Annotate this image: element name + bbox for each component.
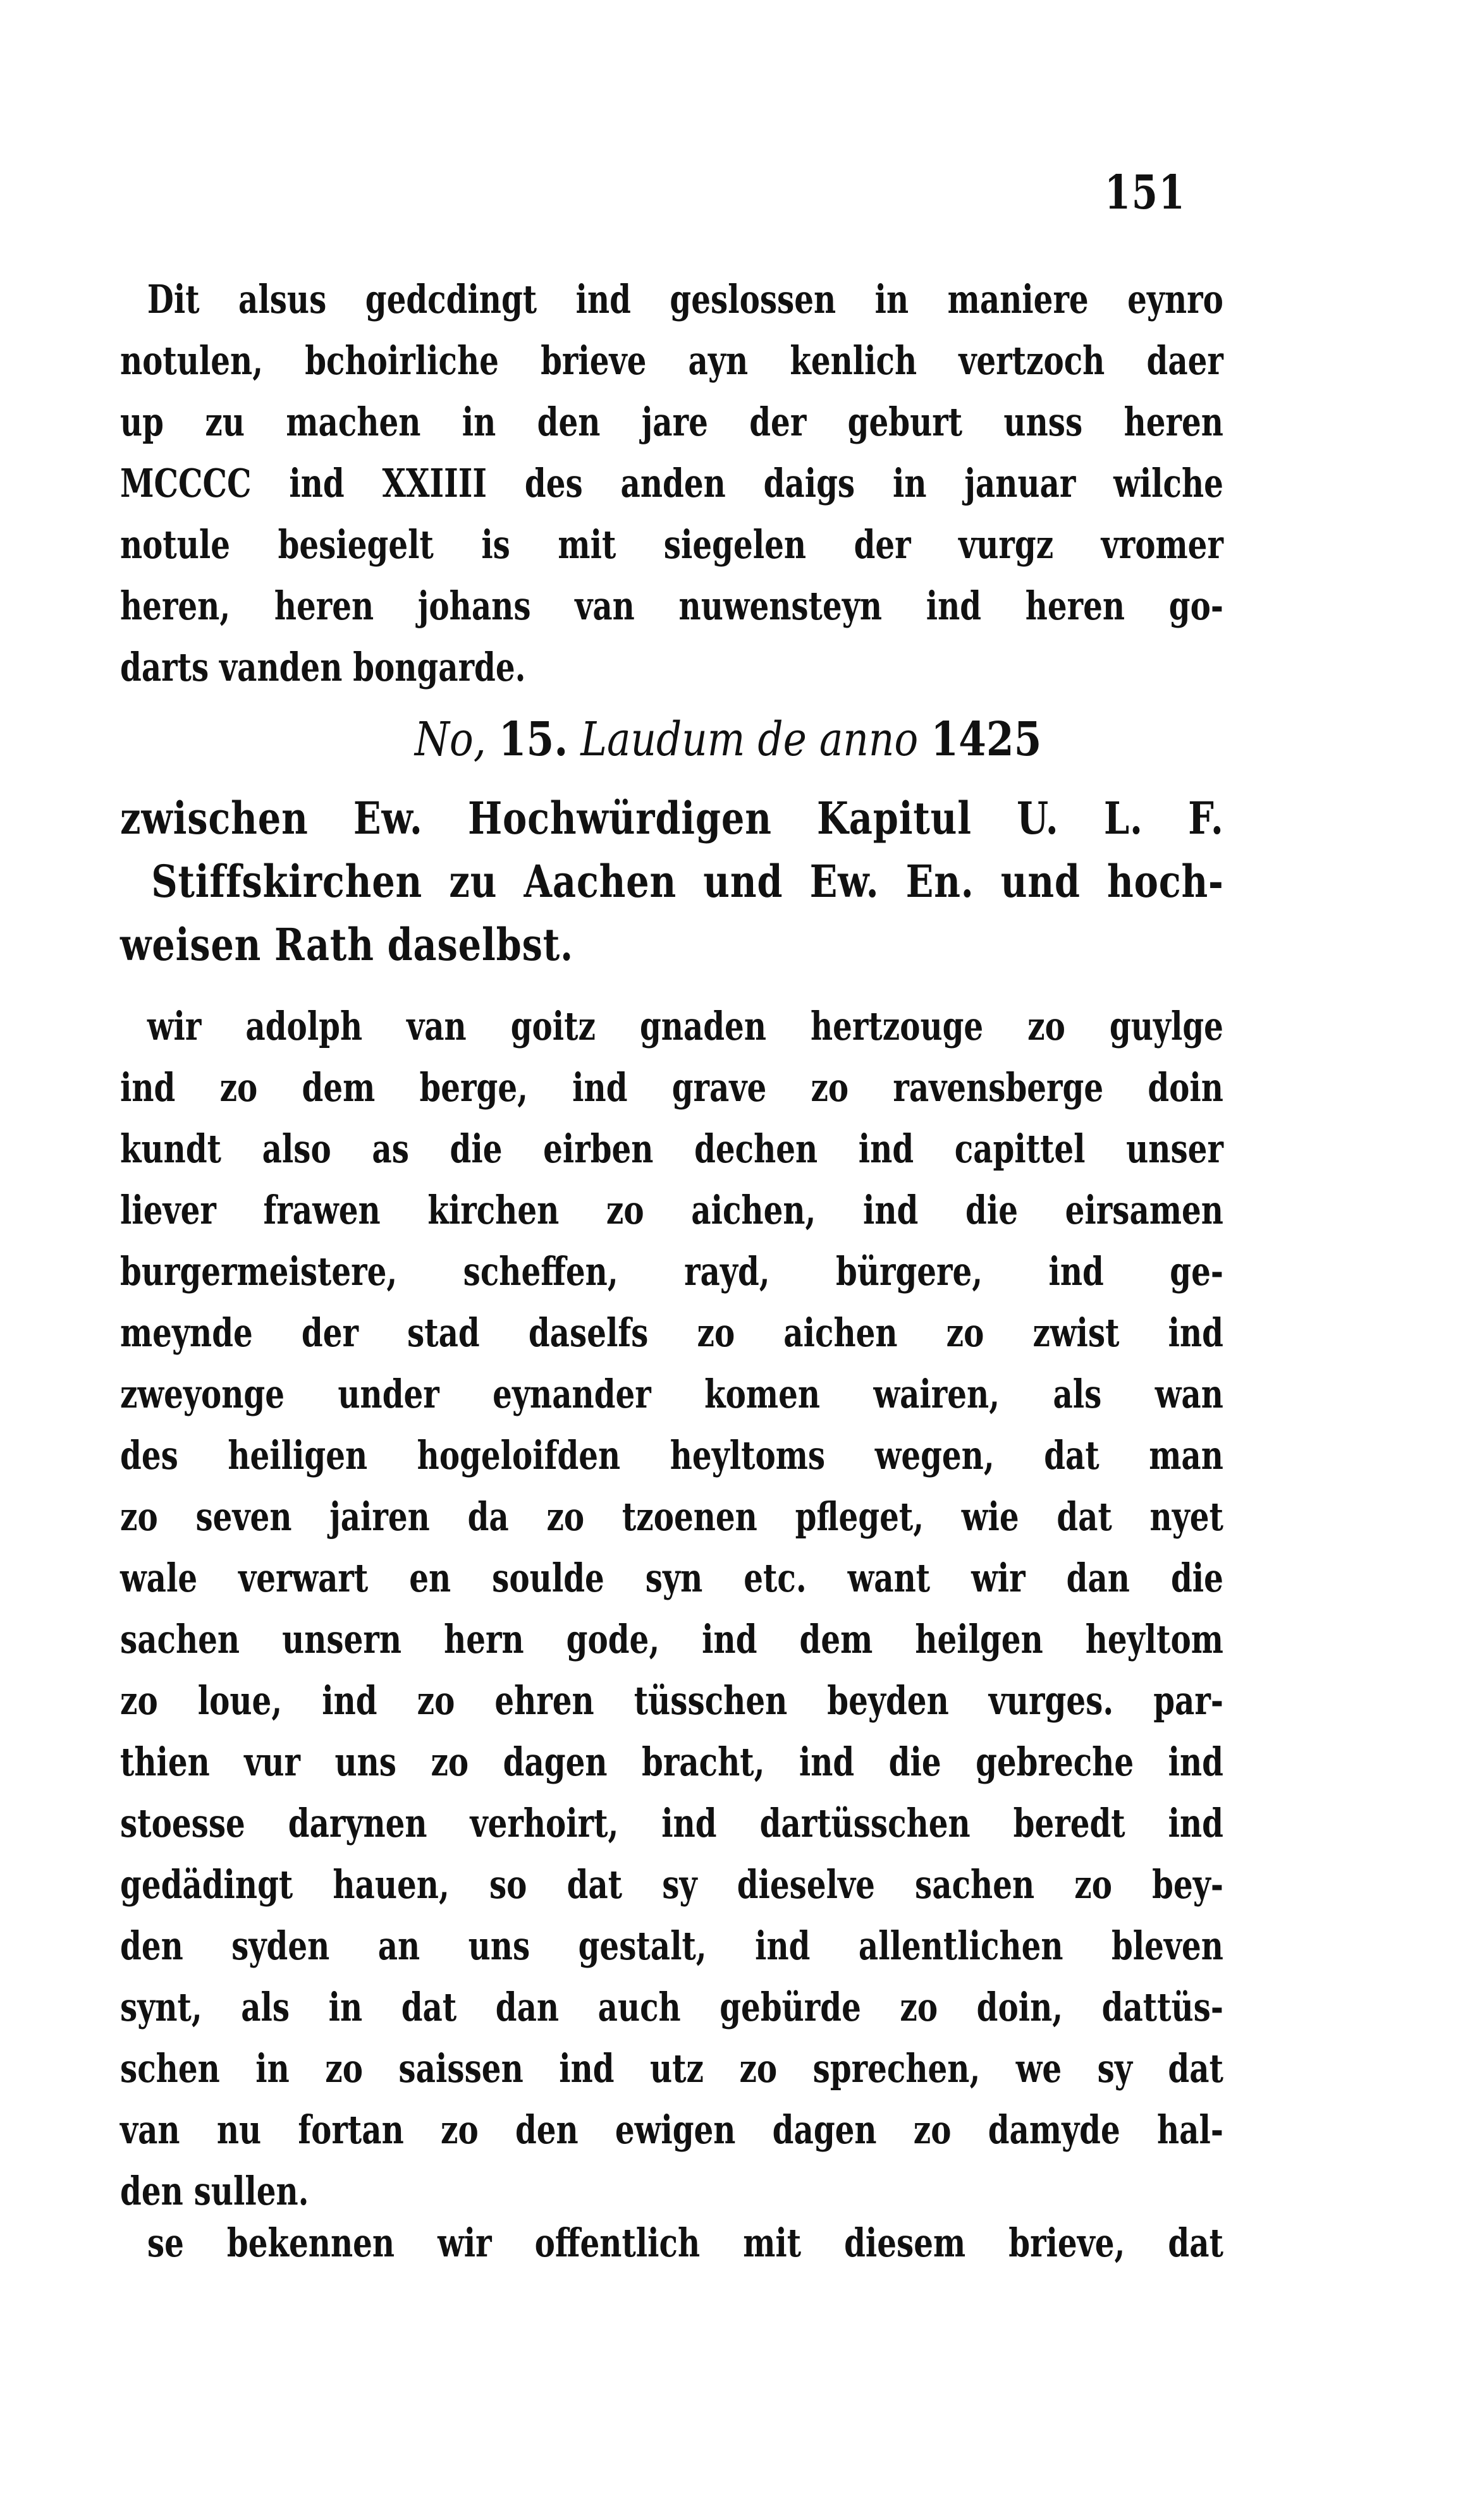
text-line: synt, als in dat dan auch gebürde zo doin, dattüs- xyxy=(120,1984,1223,2030)
text-line: gedädingt hauen, so dat sy dieselve sachen zo bey- xyxy=(120,1861,1223,1908)
text-line: schen in zo saissen ind utz zo sprechen, we sy dat xyxy=(120,2045,1223,2091)
section-heading xyxy=(104,708,1353,771)
subtitle-line: Stiffskirchen zu Aachen und Ew. En. und hoch- xyxy=(151,855,1224,908)
text-line: ind zo dem berge, ind grave zo ravensberge doin xyxy=(120,1064,1223,1111)
text-line: up zu machen in den jare der geburt unss heren xyxy=(120,399,1223,445)
text-line: Dit alsus gedcdingt ind geslossen in maniere eynro xyxy=(147,276,1223,322)
text-line: wale verwart en soulde syn etc. want wir dan die xyxy=(120,1555,1223,1601)
text-line: se bekennen wir offentlich mit diesem brieve, dat xyxy=(147,2220,1223,2266)
text-line: darts vanden bongarde. xyxy=(120,644,526,690)
heading-title: Laudum de anno xyxy=(580,712,919,767)
text-line: MCCCC ind XXIIII des anden daigs in januar wilche xyxy=(120,460,1223,506)
text-line: zweyonge under eynander komen wairen, als wan xyxy=(120,1371,1223,1417)
subtitle-line: weisen Rath daselbst. xyxy=(120,918,573,971)
text-line: zo seven jairen da zo tzoenen pfleget, wie dat nyet xyxy=(120,1494,1223,1540)
text-line: thien vur uns zo dagen bracht, ind die gebreche ind xyxy=(120,1739,1223,1785)
text-line: zo loue, ind zo ehren tüsschen beyden vurges. par- xyxy=(120,1677,1223,1724)
heading-prefix: No, xyxy=(414,712,486,767)
text-line: stoesse darynen verhoirt, ind dartüsschen beredt ind xyxy=(120,1800,1223,1846)
paragraph-1 xyxy=(120,269,1223,698)
text-line: notule besiegelt is mit siegelen der vurgz vromer xyxy=(120,521,1223,568)
paragraph-3 xyxy=(120,2212,1223,2273)
text-line: notulen, bchoirliche brieve ayn kenlich vertzoch daer xyxy=(120,338,1223,384)
text-line: des heiligen hogeloifden heyltoms wegen, dat man xyxy=(120,1432,1223,1478)
text-line: wir adolph van goitz gnaden hertzouge zo guylge xyxy=(147,1003,1223,1049)
page-number: 151 xyxy=(1105,166,1186,220)
heading-year: 1425 xyxy=(931,712,1042,767)
text-line: heren, heren johans van nuwensteyn ind heren go- xyxy=(120,583,1223,629)
text-line: meynde der stad daselfs zo aichen zo zwist ind xyxy=(120,1310,1223,1356)
heading-number: 15. xyxy=(498,712,568,767)
text-line: kundt also as die eirben dechen ind capittel unser xyxy=(120,1126,1223,1172)
text-line: liever frawen kirchen zo aichen, ind die eirsamen xyxy=(120,1187,1223,1233)
text-line: sachen unsern hern gode, ind dem heilgen heyltom xyxy=(120,1616,1223,1662)
text-line: den sullen. xyxy=(120,2168,309,2214)
paragraph-2 xyxy=(120,995,1223,2222)
subtitle-line: zwischen Ew. Hochwürdigen Kapitul U. L. F. xyxy=(120,792,1224,844)
text-line: van nu fortan zo den ewigen dagen zo damyde hal- xyxy=(120,2107,1223,2153)
section-subtitle xyxy=(120,787,1223,977)
text-line: burgermeistere, scheffen, rayd, bürgere, ind ge- xyxy=(120,1248,1223,1294)
text-line: den syden an uns gestalt, ind allentlichen bleven xyxy=(120,1923,1223,1969)
